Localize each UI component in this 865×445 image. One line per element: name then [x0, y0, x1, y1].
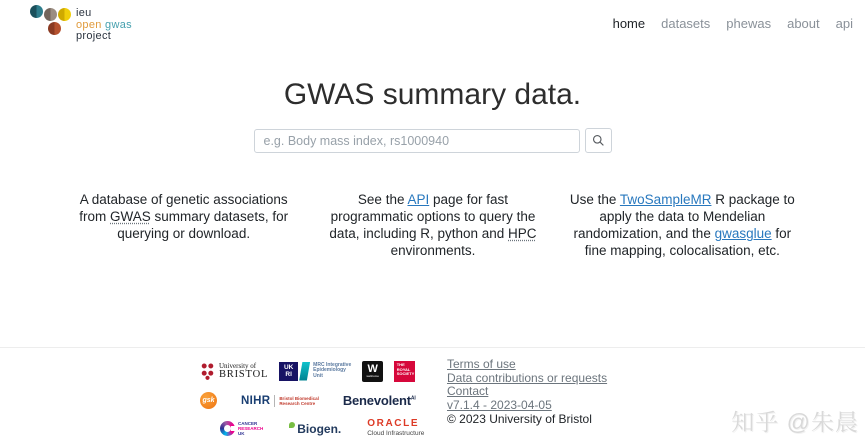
intro-text: See the	[357, 192, 408, 207]
footer-logo-row-2	[200, 389, 432, 412]
brand-dot-teal-icon	[30, 5, 43, 18]
brand-dot-yellow-icon	[58, 8, 71, 21]
contact-link[interactable]: Contact	[447, 384, 489, 398]
mrc-line2: Epidemiology	[313, 367, 346, 374]
benevolentai-logo[interactable]	[343, 393, 416, 408]
oracle-wordmark: ORACLE	[367, 418, 420, 430]
ukri-ri: RI	[285, 371, 292, 378]
nav-item-home[interactable]: home	[612, 16, 646, 31]
search-icon	[592, 134, 605, 147]
mrc-line3: Unit	[313, 372, 323, 379]
ukri-icon	[279, 362, 298, 381]
intro-column-api	[315, 191, 550, 259]
header	[0, 0, 865, 50]
brand-logo-text	[76, 5, 132, 50]
benevolent-wordmark	[343, 393, 416, 408]
brand-word-gwas: gwas	[105, 18, 132, 31]
brand-logo[interactable]	[30, 5, 132, 50]
footer-links	[447, 358, 607, 445]
cruk-line3: UK	[238, 431, 245, 436]
ukri-uk: UK	[283, 364, 294, 371]
oracle-logo[interactable]	[367, 419, 424, 438]
nav-item-about[interactable]: about	[787, 16, 820, 31]
footer-logo-row-1	[200, 358, 432, 384]
brand-word-open: open	[76, 18, 102, 31]
nihr-divider	[274, 395, 275, 407]
intro-column-database	[66, 191, 301, 259]
intro-text: environments.	[390, 243, 476, 258]
gsk-icon: gsk	[200, 392, 217, 409]
nav-item-datasets[interactable]: datasets	[661, 16, 711, 31]
intro-columns	[66, 191, 800, 259]
mrc-line1: MRC Integrative	[313, 361, 352, 368]
mrc-logo-text	[313, 363, 351, 380]
benevolent-ai-sup: AI	[410, 395, 416, 402]
intro-text: summary datasets, for querying or download.	[117, 209, 289, 241]
nihr-sub-text	[279, 396, 319, 406]
data-contributions-link[interactable]: Data contributions or requests	[447, 370, 608, 385]
ukri-slant-icon	[299, 362, 310, 381]
nihr-sub1: Bristol Biomedical	[279, 395, 319, 401]
mrc-ieu-logo[interactable]	[279, 362, 351, 381]
wellcome-label: wellcome	[366, 374, 379, 378]
cruk-text	[238, 421, 263, 436]
search-input[interactable]	[254, 129, 580, 153]
gwas-abbr: GWAS	[110, 209, 151, 224]
version-link[interactable]: v7.1.4 - 2023-04-05	[447, 397, 552, 412]
search-button[interactable]	[585, 128, 612, 153]
brand-logo-dots	[30, 5, 72, 45]
wellcome-icon	[362, 361, 383, 382]
cruk-line2: RESEARCH	[238, 426, 264, 431]
nav-item-api[interactable]: api	[835, 16, 853, 31]
oracle-stack	[367, 419, 424, 438]
bristol-logo-text	[219, 362, 268, 380]
cruk-line1: CANCER	[238, 421, 258, 426]
wellcome-letter: W	[367, 363, 378, 375]
twosamplemr-link[interactable]: TwoSampleMR	[619, 192, 712, 207]
brand-dot-maroon-icon	[48, 22, 61, 35]
api-link[interactable]: API	[407, 192, 430, 207]
terms-of-use-link[interactable]: Terms of use	[447, 357, 516, 371]
top-nav	[613, 5, 853, 50]
nihr-wordmark: NIHR	[241, 394, 271, 407]
bristol-line1: University of	[219, 362, 257, 370]
intro-text: for fine mapping, colocalisation, etc.	[584, 226, 792, 258]
copyright-text: © 2023 University of Bristol	[447, 412, 592, 426]
royal-society-icon: THE ROYAL SOCIETY	[394, 361, 415, 382]
benevolent-text: Benevolent	[342, 393, 411, 408]
brand-line-project: project	[76, 30, 112, 42]
intro-text: page for fast programmatic options to query the data, including R, python and	[329, 192, 536, 241]
bristol-crest-icon	[200, 362, 215, 380]
cancer-research-uk-logo[interactable]	[220, 421, 263, 436]
nav-item-phewas[interactable]: phewas	[726, 16, 772, 31]
cruk-c-icon	[220, 421, 235, 436]
oracle-sub-text: Cloud Infrastructure	[367, 430, 425, 438]
brand-dot-taupe-icon	[44, 8, 57, 21]
intro-column-packages	[565, 191, 800, 259]
university-of-bristol-logo[interactable]	[200, 362, 268, 380]
zhihu-watermark: 知乎 @朱晨	[731, 409, 859, 435]
intro-text: A database of genetic associations from	[79, 192, 288, 224]
nihr-brc-logo[interactable]	[241, 395, 319, 407]
search-bar	[0, 128, 865, 153]
intro-text: R package to apply the data to Mendelian randomization, and the	[573, 192, 795, 241]
gwasglue-link[interactable]: gwasglue	[714, 226, 772, 241]
footer-logo-row-3	[220, 417, 432, 440]
footer-logos	[200, 358, 432, 445]
biogen-wordmark: Biogen.	[297, 421, 342, 436]
biogen-dot-icon	[289, 422, 295, 428]
hpc-abbr: HPC	[508, 226, 537, 241]
wellcome-logo[interactable]	[362, 361, 383, 382]
gsk-logo[interactable]	[200, 392, 217, 409]
intro-text: Use the	[569, 192, 620, 207]
royal-society-logo[interactable]	[394, 361, 415, 382]
brand-line-ieu: ieu	[76, 7, 92, 19]
bristol-line2: BRISTOL	[219, 369, 269, 380]
biogen-logo[interactable]	[289, 422, 341, 436]
nihr-sub2: Research Centre	[279, 400, 316, 406]
page-title: GWAS summary data.	[283, 78, 582, 111]
